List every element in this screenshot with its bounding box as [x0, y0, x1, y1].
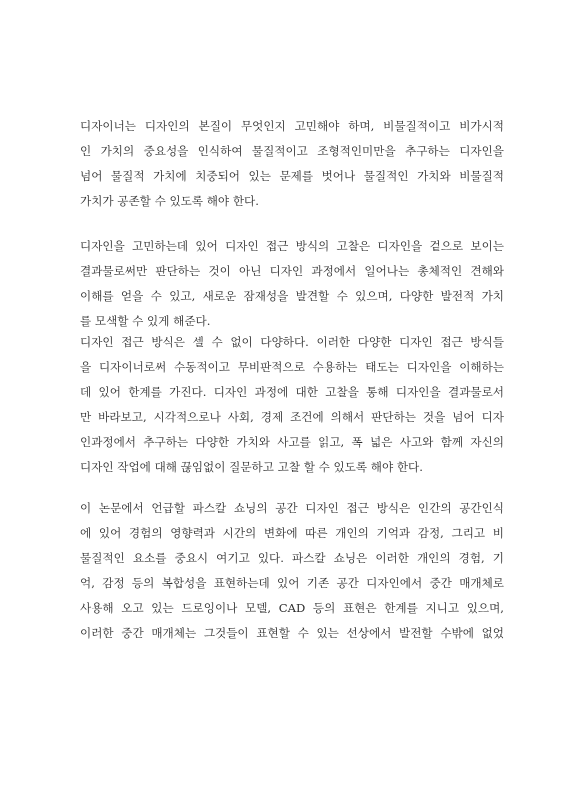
text-line: 이러한 중간 매개체는 그것들이 표현할 수 있는 선상에서 발전할 수밖에 없었: [80, 626, 504, 640]
text-line: 을 디자이너로써 수동적이고 무비판적으로 수용하는 태도는 디자인을 이해하는: [80, 360, 504, 374]
paragraph-1: [80, 114, 504, 214]
text-line: 디자인 접근 방식은 셀 수 없이 다양하다. 이러한 다양한 디자인 접근 방식들: [80, 335, 504, 349]
text-line: 를 모색할 수 있게 해준다.: [80, 314, 211, 328]
paragraph-3: [80, 330, 504, 480]
text-line: 넘어 물질적 가치에 치중되어 있는 문제를 벗어나 물질적인 가치와 비물질적: [80, 169, 504, 183]
text-line: 억, 감정 등의 복합성을 표현하는데 있어 기존 공간 디자인에서 중간 매개체로: [80, 576, 504, 590]
text-line: 인과정에서 추구하는 다양한 가치와 사고를 읽고, 폭 넓은 사고와 함께 자신의: [80, 435, 504, 449]
text-line: 데 있어 한계를 가진다. 디자인 과정에 대한 고찰을 통해 디자인을 결과물로서: [80, 385, 504, 399]
text-line: 사용해 오고 있는 드로잉이나 모델, CAD 등의 표현은 한계를 지니고 있으며,: [80, 601, 504, 615]
text-line: 물질적인 요소를 중요시 여기고 있다. 파스칼 쇼닝은 이러한 개인의 경험, 기: [80, 551, 504, 565]
text-line: 에 있어 경험의 영향력과 시간의 변화에 따른 개인의 기억과 감정, 그리고 비: [80, 526, 504, 540]
text-line: 디자이너는 디자인의 본질이 무엇인지 고민해야 하며, 비물질적이고 비가시적: [80, 119, 504, 133]
paragraph-4: [80, 496, 504, 646]
text-line: 이해를 얻을 수 있고, 새로운 잠재성을 발견할 수 있으며, 다양한 발전적 가치: [80, 289, 504, 303]
text-line: 가치가 공존할 수 있도록 해야 한다.: [80, 194, 259, 208]
text-line: 인 가치의 중요성을 인식하여 물질적이고 조형적인미만을 추구하는 디자인을: [80, 144, 504, 158]
text-line: 결과물로써만 판단하는 것이 아닌 디자인 과정에서 일어나는 총체적인 견해와: [80, 264, 504, 278]
paragraph-2: [80, 234, 504, 334]
text-line: 이 논문에서 언급할 파스칼 쇼닝의 공간 디자인 접근 방식은 인간의 공간인식: [80, 501, 504, 515]
text-line: 디자인 작업에 대해 끊임없이 질문하고 고찰 할 수 있도록 해야 한다.: [80, 460, 423, 474]
text-line: 만 바라보고, 시각적으로나 사회, 경제 조건에 의해서 판단하는 것을 넘어 디자: [80, 410, 504, 424]
text-line: 디자인을 고민하는데 있어 디자인 접근 방식의 고찰은 디자인을 겉으로 보이는: [80, 239, 504, 253]
